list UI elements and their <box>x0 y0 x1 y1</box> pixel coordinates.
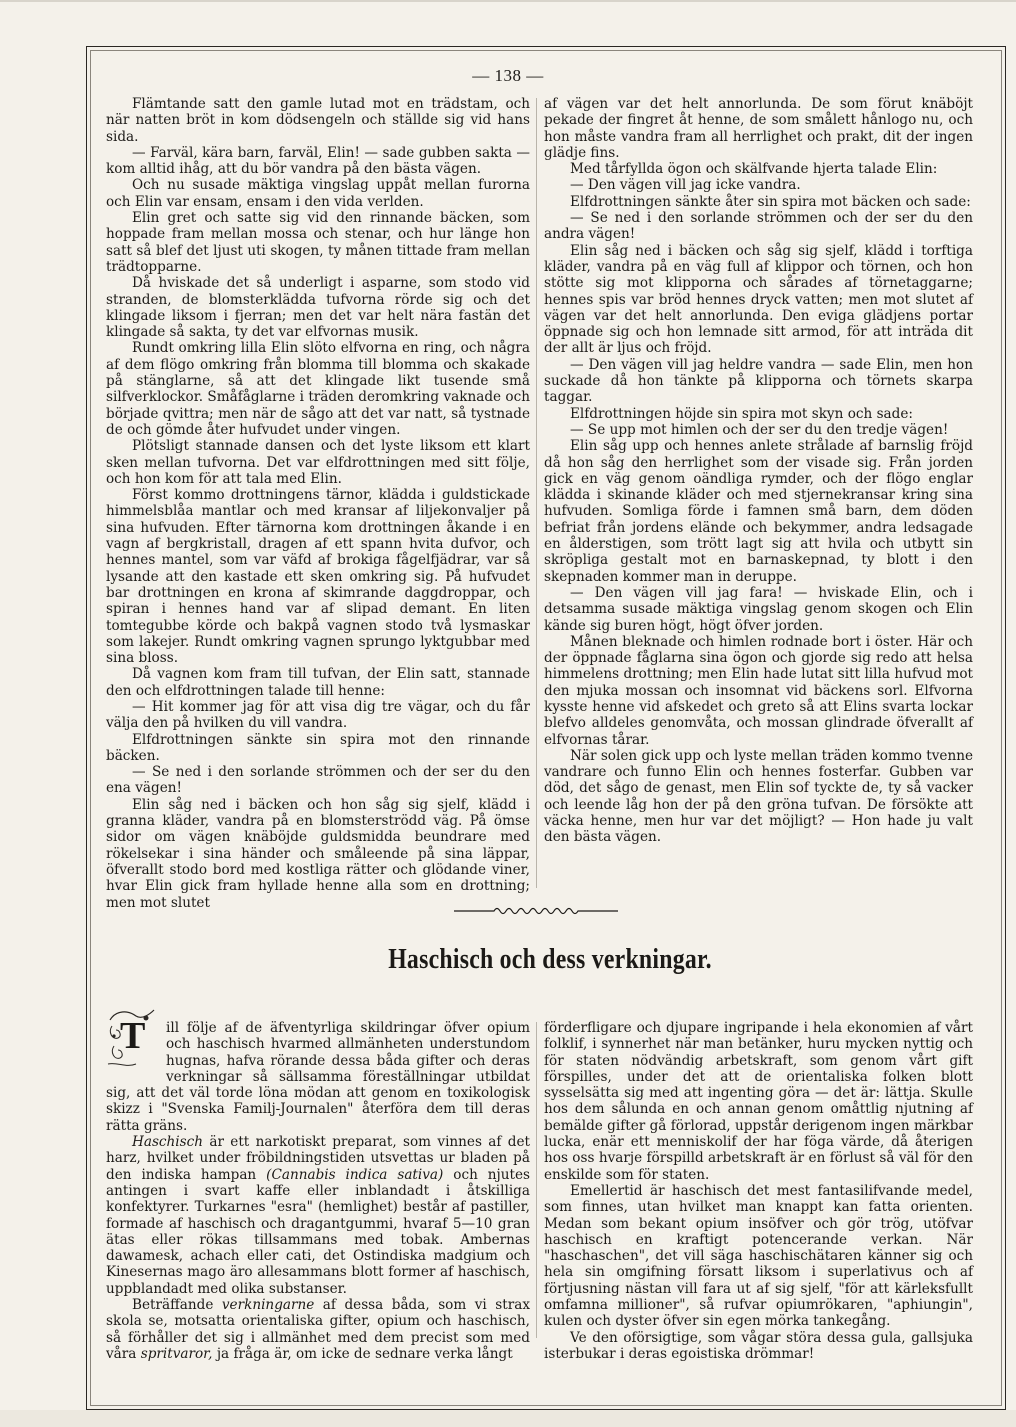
paragraph: Emellertid är haschisch det mest fantasilifvande medel, som finnes, utan hvilket man knappt kan fatta orienten. Medan som bekant opium insöfver och gör trög, utöfvar haschisch en kraftigt potencerande verkan. När "haschaschen", det vill säga haschischätaren känner sig och hela sin omgifning försatt liksom i superlativus och af förtjusning nästan vill fara ut af sig sjelf, "för att kärleksfullt omfamna millioner", så rufvar opiumrökaren, "aphiungin", kulen och dyster öfver sin egen mörka tankegång. <box>544 1182 973 1330</box>
article-column-right <box>544 1020 973 1362</box>
emphasis: spritvaror, <box>140 1345 213 1362</box>
emphasis: verkningarne <box>221 1297 315 1314</box>
paragraph: — Se upp mot himlen och der ser du den tredje vägen! <box>570 421 949 438</box>
paragraph: Elfdrottningen sänkte åter sin spira mot bäcken och sade: <box>570 193 971 210</box>
paragraph: Ve den oförsigtige, som vågar störa dessa gula, gallsjuka isterbukar i deras egoistiska drömmar! <box>544 1329 973 1362</box>
paragraph: Rundt omkring lilla Elin slöto elfvorna en ring, och några af dem flögo omkring från blomma till blomma och skakade på stänglarne, så att det klingade likt tusende små silfverklockor. Småfåglarne i träden deromkring vaknade och började qvittra; men när de sågo att det var natt, så tystnade de och gömde åter hufvudet under vingen. <box>106 340 530 438</box>
paragraph: — Se ned i den sorlande strömmen och der ser du den ena vägen! <box>106 764 530 797</box>
paragraph: Och nu susade mäktiga vingslag uppåt mellan furorna och Elin var ensam, ensam i den vida verlden. <box>106 177 530 210</box>
ornamental-initial <box>106 1006 158 1070</box>
paragraph: förderfligare och djupare ingripande i hela ekonomien af vårt folklif, i synnerhet när man betänker, huru mycken nyttig och för staten nödvändig arbetskraft, som genom vårt gift förspilles, under det att de orientaliska folken blott sysselsätta sig med att ingenting göra — det är: lättja. Skulle hos dem sålunda en och annan genom omåttlig njutning af bemälde gifter gå förlorad, uppstår derigenom ingen märkbar lucka, enär ett menniskolif der har föga värde, då återigen hos oss hvarje förspilld arbetskraft är en förlust så väl för den enskilde som för staten. <box>544 1020 973 1183</box>
paragraph: När solen gick upp och lyste mellan träden kommo tvenne vandrare och funno Elin och hennes fosterfar. Gubben var död, det sågo de genast, men Elin sof tyckte de, ty så vacker och leende låg hon der på den gröna tufvan. De försökte att väcka henne, men hur var det möjligt? — Hon hade ju valt den bästa vägen. <box>544 747 974 846</box>
scan-bottom-strip <box>0 1410 1016 1427</box>
paragraph: Då hviskade det så underligt i asparne, som stodo vid stranden, de blomsterklädda tufvorna rörde sig och det klingade liksom i fjerran; men det var helt nära fastän det klingade så sakta, ty det var elfvornas musik. <box>106 275 530 341</box>
paragraph: af vägen var det helt annorlunda. De som förut knäböjt pekade der fingret åt henne, de som smålett hånlogo nu, och hon måste vandra fram all herrlighet och prakt, dit der ingen glädje fins. <box>544 96 973 161</box>
paragraph: Elin såg upp och hennes anlete strålade af barnslig fröjd då hon såg den herrlighet som der visade sig. Från jorden gick en väg genom oändliga rymder, och der flögo englar klädda i skinande kläder och med stjernekransar kring sina hufvuden. Somliga förde i famnen små barn, dem döden befriat från jordens elände och bekymmer, andra ledsagade en ålderstigen, som trött lagt sig att hvila och utbytt sin skröpliga gestalt mot en barnaskepnad, ty blott i den skepnaden kommer man in deruppe. <box>544 438 973 585</box>
paragraph: Med tårfyllda ögon och skälfvande hjerta talade Elin: <box>570 161 938 178</box>
dropcap-letter: T <box>120 1015 146 1057</box>
paragraph-text: af dessa båda, som vi strax skola se, motsatta orientaliska gifter, opium och haschisch, så förhåller det sig i allmänhet med dem precist som med våra <box>106 1297 530 1362</box>
scan-edge <box>0 0 1016 2</box>
article-title: Haschisch och dess verkningar. <box>388 943 712 975</box>
page-number: — 138 — <box>472 66 544 85</box>
paragraph <box>106 1297 530 1362</box>
paragraph-text: Beträffande <box>132 1297 222 1314</box>
paragraph: Först kommo drottningens tärnor, klädda i guldstickade himmelsblåa mantlar och med kransar af liljekonvaljer på sina hufvuden. Efter tärnorna kom drottningen åkande i en vagn af bergkristall, dragen af ett spann hvita dufvor, och hennes mantel, som var väfd af brokiga fågelfjädrar, var så lysande att den kastade ett sken omkring sig. På hufvudet bar drottningen en krona af skimrande daggdroppar, och spiran i hennes hand var af slipad demant. En liten tomtegubbe körde och bakpå vagnen stodo två lysmaskar som lakejer. Rundt omkring vagnen sprungo lyktgubbar med sina bloss. <box>106 487 530 667</box>
paragraph-text: ill följe af de äfventyrliga skildringar öfver opium och haschisch hvarmed allmänheten understundom hugnas, hafva rörande dessa båda gifter och deras verkningar så sällsamma föreställningar utbildat sig, att det väl torde löna mödan att genom en toxikologisk skizz i "Svenska Familj-Journalen" återföra dem till deras rätta gräns. <box>106 1020 530 1134</box>
paragraph: — Den vägen vill jag heldre vandra — sade Elin, men hon suckade då hon tänkte på klipporna och törnets skarpa taggar. <box>544 356 973 406</box>
paragraph: — Hit kommer jag för att visa dig tre vägar, och du får välja den på hvilken du vill vandra. <box>106 698 530 732</box>
paragraph: Elin gret och satte sig vid den rinnande bäcken, som hoppade fram mellan mossa och stenar, och hur länge hon satt så blef det ljust uti skogen, ty månen tittade fram mellan trädtopparne. <box>106 210 530 275</box>
paragraph: Flämtande satt den gamle lutad mot en trädstam, och när natten bröt in kom dödsengeln och ställde sig vid hans sida. <box>106 96 530 145</box>
paragraph: Elfdrottningen sänkte sin spira mot den rinnande bäcken. <box>106 731 530 764</box>
article-column-left <box>106 1015 531 1362</box>
paragraph: Då vagnen kom fram till tufvan, der Elin satt, stannade den och elfdrottningen talade till henne: <box>106 666 530 699</box>
emphasis: Haschisch <box>132 1134 203 1151</box>
paragraph-text: ja fråga är, om icke de sednare verka långt <box>212 1345 513 1362</box>
column-rule-bottom <box>536 1022 537 1338</box>
paragraph <box>106 1015 530 1134</box>
paragraph <box>106 1134 530 1297</box>
paragraph: Elin såg ned i bäcken och såg sig sjelf, klädd i torftiga kläder, vandra på en väg full af klippor och törnen, och hon stötte sig mot klipporna och sårades af törnetaggarne; hennes spis var bröd hennes dryck vatten; men mot slutet af vägen var det helt annorlunda. Den eviga glädjens portar öppnade sig och hon lemnade sitt armod, för att inträda dit der allt är ljus och fröjd. <box>544 242 973 357</box>
paragraph-text: och njutes antingen i svart kaffe eller inblandadt i åtskilliga konfektyrer. Turkarnes "esra" (hemlighet) består af pastiller, formade af haschisch och dragantgummi, hvaraf 5—10 gran ätas eller rökas tillsammans med tobak. Ambernas dawamesk, achach eller cati, det Ostindiska madgium och Kinesernas mago äro allesammans blott former af haschisch, uppblandadt med olika substanser. <box>106 1166 531 1297</box>
paragraph: Plötsligt stannade dansen och det lyste liksom ett klart sken mellan tufvorna. Det var elfdrottningen med sitt följe, och hon kom för att tala med Elin. <box>106 438 530 487</box>
paragraph: Elin såg ned i bäcken och hon såg sig sjelf, klädd i granna kläder, vandra på en blomsterströdd väg. På ömse sidor om vägen knäböjde guldsmidda beundrare med rökelsekar i sina händer och småleende på sina läppar, öfverallt stodo bord med kostliga rätter och glödande viner, hvar Elin gick fram hyllade henne alla som en drottning; men mot slutet <box>106 796 530 911</box>
paragraph-text: är ett narkotiskt preparat, som vinnes af det harz, hvilket under fröbildningstiden utsvettas ur bladen på den indiska hampan <box>106 1134 530 1183</box>
paragraph: — Se ned i den sorlande strömmen och der ser du den andra vägen! <box>544 210 973 243</box>
paragraph: — Farväl, kära barn, farväl, Elin! — sade gubben sakta — kom alltid ihåg, att du bör vandra på den bästa vägen. <box>106 144 530 178</box>
wavy-divider-ornament <box>454 905 618 917</box>
paragraph: Elfdrottningen höjde sin spira mot skyn och sade: <box>570 405 913 422</box>
story-column-left <box>106 96 530 911</box>
story-column-right <box>544 96 973 846</box>
paragraph: — Den vägen vill jag icke vandra. <box>570 177 801 194</box>
column-rule-top <box>536 98 537 888</box>
paragraph: — Den vägen vill jag fara! — hviskade Elin, och i detsamma susade mäktiga vingslag genom skogen och Elin kände sig buren högt, högt öfver jorden. <box>544 584 973 634</box>
emphasis: (Cannabis indica sativa) <box>266 1166 444 1183</box>
paragraph: Månen bleknade och himlen rodnade bort i öster. Här och der öppnade fåglarna sina ögon och gjorde sig redo att helsa himmelens drottning; men Elin hade lutat sitt lilla hufvud mot den mjuka mossan och insomnat vid bäckens sorl. Elfvorna kysste henne vid afskedet och greto så att Elins svarta lockar blefvo alldeles genomvåta, och mossan glindrade öfverallt af elfvornas tårar. <box>544 633 973 748</box>
